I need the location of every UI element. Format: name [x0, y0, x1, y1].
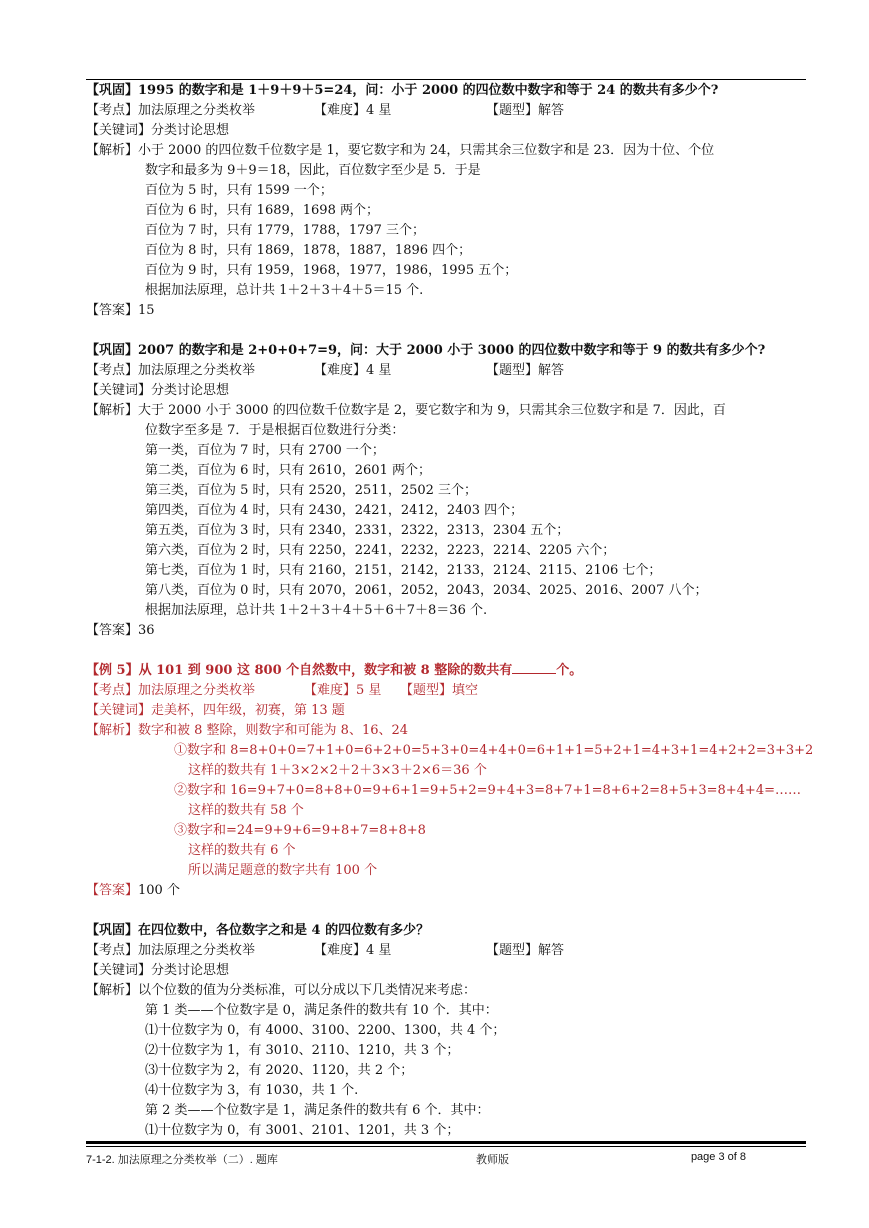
analysis-item-3: ③数字和=24=9+9+6=9+8+7=8+8+8 [174, 823, 426, 838]
footer-page-number: page 3 of 8 [690, 1151, 746, 1163]
footer-edition: 教师版 [476, 1154, 509, 1166]
analysis-line: ⑴十位数字为 0，有 3001、2101、1201，共 3 个； [145, 1123, 460, 1138]
analysis-line: 数字和最多为 9＋9＝18，因此，百位数字至少是 5．于是 [145, 163, 481, 178]
kaodian-label: 【考点】加法原理之分类枚举 [86, 103, 256, 118]
answer-line: 【答案】36 [86, 623, 155, 638]
example-title [86, 661, 806, 681]
analysis-line: 根据加法原理，总计共 1＋2＋3＋4＋5＝15 个. [145, 283, 424, 298]
analysis-line: 百位为 8 时，只有 1869，1878，1887，1896 四个； [145, 243, 472, 258]
analysis-line: 百位为 7 时，只有 1779，1788，1797 三个； [145, 223, 426, 238]
problem-block-2 [86, 341, 806, 641]
keywords-label: 【关键词】走美杯，四年级，初赛，第 13 题 [86, 703, 345, 718]
footer-rule-thick [86, 1141, 806, 1144]
example-title-text: 【例 5】从 101 到 900 这 800 个自然数中，数字和被 8 整除的数共有 [86, 663, 513, 678]
answer-line: 【答案】15 [86, 303, 155, 318]
problem-title [86, 81, 806, 101]
footer-rule-thin [86, 1146, 806, 1147]
meta-row [86, 681, 806, 701]
answer-tag: 【答案】 [86, 883, 139, 898]
analysis-first-line: 【解析】数字和被 8 整除，则数字和可能为 8、16、24 [86, 723, 409, 738]
difficulty-label: 【难度】4 星 [314, 103, 392, 118]
analysis-line: 百位为 6 时，只有 1689，1698 两个； [145, 203, 379, 218]
example-title-suffix: 个。 [556, 663, 583, 678]
analysis-item-2: ②数字和 16=9+7+0=8+8+0=9+6+1=9+5+2=9+4+3=8+7+1=8+6+2=8+5+3=8+4+4=…… [174, 783, 801, 798]
keywords-label: 【关键词】分类讨论思想 [86, 963, 230, 978]
analysis-line: ⑷十位数字为 3，有 1030，共 1 个. [145, 1083, 359, 1098]
title-tag: 【巩固】 [86, 83, 139, 98]
analysis-line: 第四类，百位为 4 时，只有 2430，2421，2412，2403 四个； [145, 503, 524, 518]
problem-block-1 [86, 81, 806, 321]
meta-row [86, 361, 806, 381]
analysis-line: 第 2 类——个位数字是 1，满足条件的数共有 6 个．其中： [145, 1103, 490, 1118]
analysis-conclusion: 所以满足题意的数字共有 100 个 [188, 863, 378, 878]
analysis-line: 第八类，百位为 0 时，只有 2070，2061，2052，2043，2034、2025、2016、2007 八个； [145, 583, 708, 598]
answer-value: 100 个 [138, 883, 180, 898]
analysis-line: 第一类，百位为 7 时，只有 2700 一个； [145, 443, 385, 458]
difficulty-label: 【难度】4 星 [314, 363, 392, 378]
analysis-line: 第六类，百位为 2 时，只有 2250，2241，2232，2223，2214、2205 六个； [145, 543, 616, 558]
kaodian-label: 【考点】加法原理之分类枚举 [86, 943, 256, 958]
analysis-line: 第 1 类——个位数字是 0，满足条件的数共有 10 个．其中： [145, 1003, 498, 1018]
meta-row [86, 941, 806, 961]
analysis-line: 第五类，百位为 3 时，只有 2340，2331，2322，2313，2304 五个； [145, 523, 570, 538]
analysis-line: 第三类，百位为 5 时，只有 2520，2511，2502 三个； [145, 483, 478, 498]
example-block [86, 661, 814, 901]
title-tag: 【巩固】 [86, 923, 139, 938]
kaodian-label: 【考点】加法原理之分类枚举 [86, 363, 256, 378]
type-label: 【题型】解答 [486, 943, 565, 958]
keywords-label: 【关键词】分类讨论思想 [86, 383, 230, 398]
analysis-first-line: 【解析】小于 2000 的四位数千位数字是 1，要它数字和为 24，只需其余三位数字和是 23．因为十位、个位 [86, 143, 715, 158]
analysis-item-1-count: 这样的数共有 1＋3×2×2＋2＋3×3＋2×6＝36 个 [188, 763, 487, 778]
answer-blank [512, 661, 556, 674]
analysis-line: 第七类，百位为 1 时，只有 2160，2151，2142，2133，2124、2115、2106 七个； [145, 563, 662, 578]
title-text: 2007 的数字和是 2+0+0+7=9，问：大于 2000 小于 3000 的四位数中数字和等于 9 的数共有多少个? [138, 343, 766, 358]
analysis-item-2-count: 这样的数共有 58 个 [188, 803, 304, 818]
document-body [86, 81, 814, 1141]
problem-title [86, 921, 806, 941]
analysis-line: 根据加法原理，总计共 1＋2＋3＋4＋5＋6＋7＋8＝36 个. [145, 603, 488, 618]
analysis-item-1: ①数字和 8=8+0+0=7+1+0=6+2+0=5+3+0=4+4+0=6+1+1=5+2+1=4+3+1=4+2+2=3+3+2 [174, 743, 814, 758]
analysis-line: 第二类，百位为 6 时，只有 2610，2601 两个； [145, 463, 431, 478]
title-tag: 【巩固】 [86, 343, 139, 358]
analysis-line: 位数字至多是 7．于是根据百位数进行分类： [145, 423, 405, 438]
analysis-first-line: 【解析】以个位数的值为分类标准，可以分成以下几类情况来考虑： [86, 983, 477, 998]
type-label: 【题型】解答 [486, 103, 565, 118]
kaodian-label: 【考点】加法原理之分类枚举 [86, 683, 256, 698]
answer-line [86, 881, 806, 901]
analysis-line: 百位为 5 时，只有 1599 一个； [145, 183, 333, 198]
analysis-line: ⑵十位数字为 1，有 3010、2110、1210，共 3 个； [145, 1043, 460, 1058]
analysis-line: 百位为 9 时，只有 1959，1968，1977，1986，1995 五个； [145, 263, 518, 278]
analysis-first-line: 【解析】大于 2000 小于 3000 的四位数千位数字是 2，要它数字和为 9，只需其余三位数字和是 7．因此，百 [86, 403, 726, 418]
footer-doc-title: 7-1-2. 加法原理之分类枚举（二）. 题库 [86, 1154, 278, 1166]
keywords-label: 【关键词】分类讨论思想 [86, 123, 230, 138]
problem-block-4 [86, 921, 806, 1141]
meta-row [86, 101, 806, 121]
type-label: 【题型】解答 [486, 363, 565, 378]
page-footer [86, 1151, 806, 1167]
title-text: 在四位数中，各位数字之和是 4 的四位数有多少？ [138, 923, 430, 938]
analysis-line: ⑴十位数字为 0，有 4000、3100、2200、1300，共 4 个； [145, 1023, 506, 1038]
difficulty-label: 【难度】4 星 [314, 943, 392, 958]
analysis-line: ⑶十位数字为 2，有 2020、1120，共 2 个； [145, 1063, 414, 1078]
problem-title [86, 341, 806, 361]
top-rule [86, 79, 806, 80]
analysis-item-3-count: 这样的数共有 6 个 [188, 843, 296, 858]
type-label: 【题型】填空 [400, 683, 479, 698]
difficulty-label: 【难度】5 星 [304, 683, 382, 698]
title-text: 1995 的数字和是 1＋9＋9＋5=24，问：小于 2000 的四位数中数字和等于 24 的数共有多少个? [138, 83, 719, 98]
